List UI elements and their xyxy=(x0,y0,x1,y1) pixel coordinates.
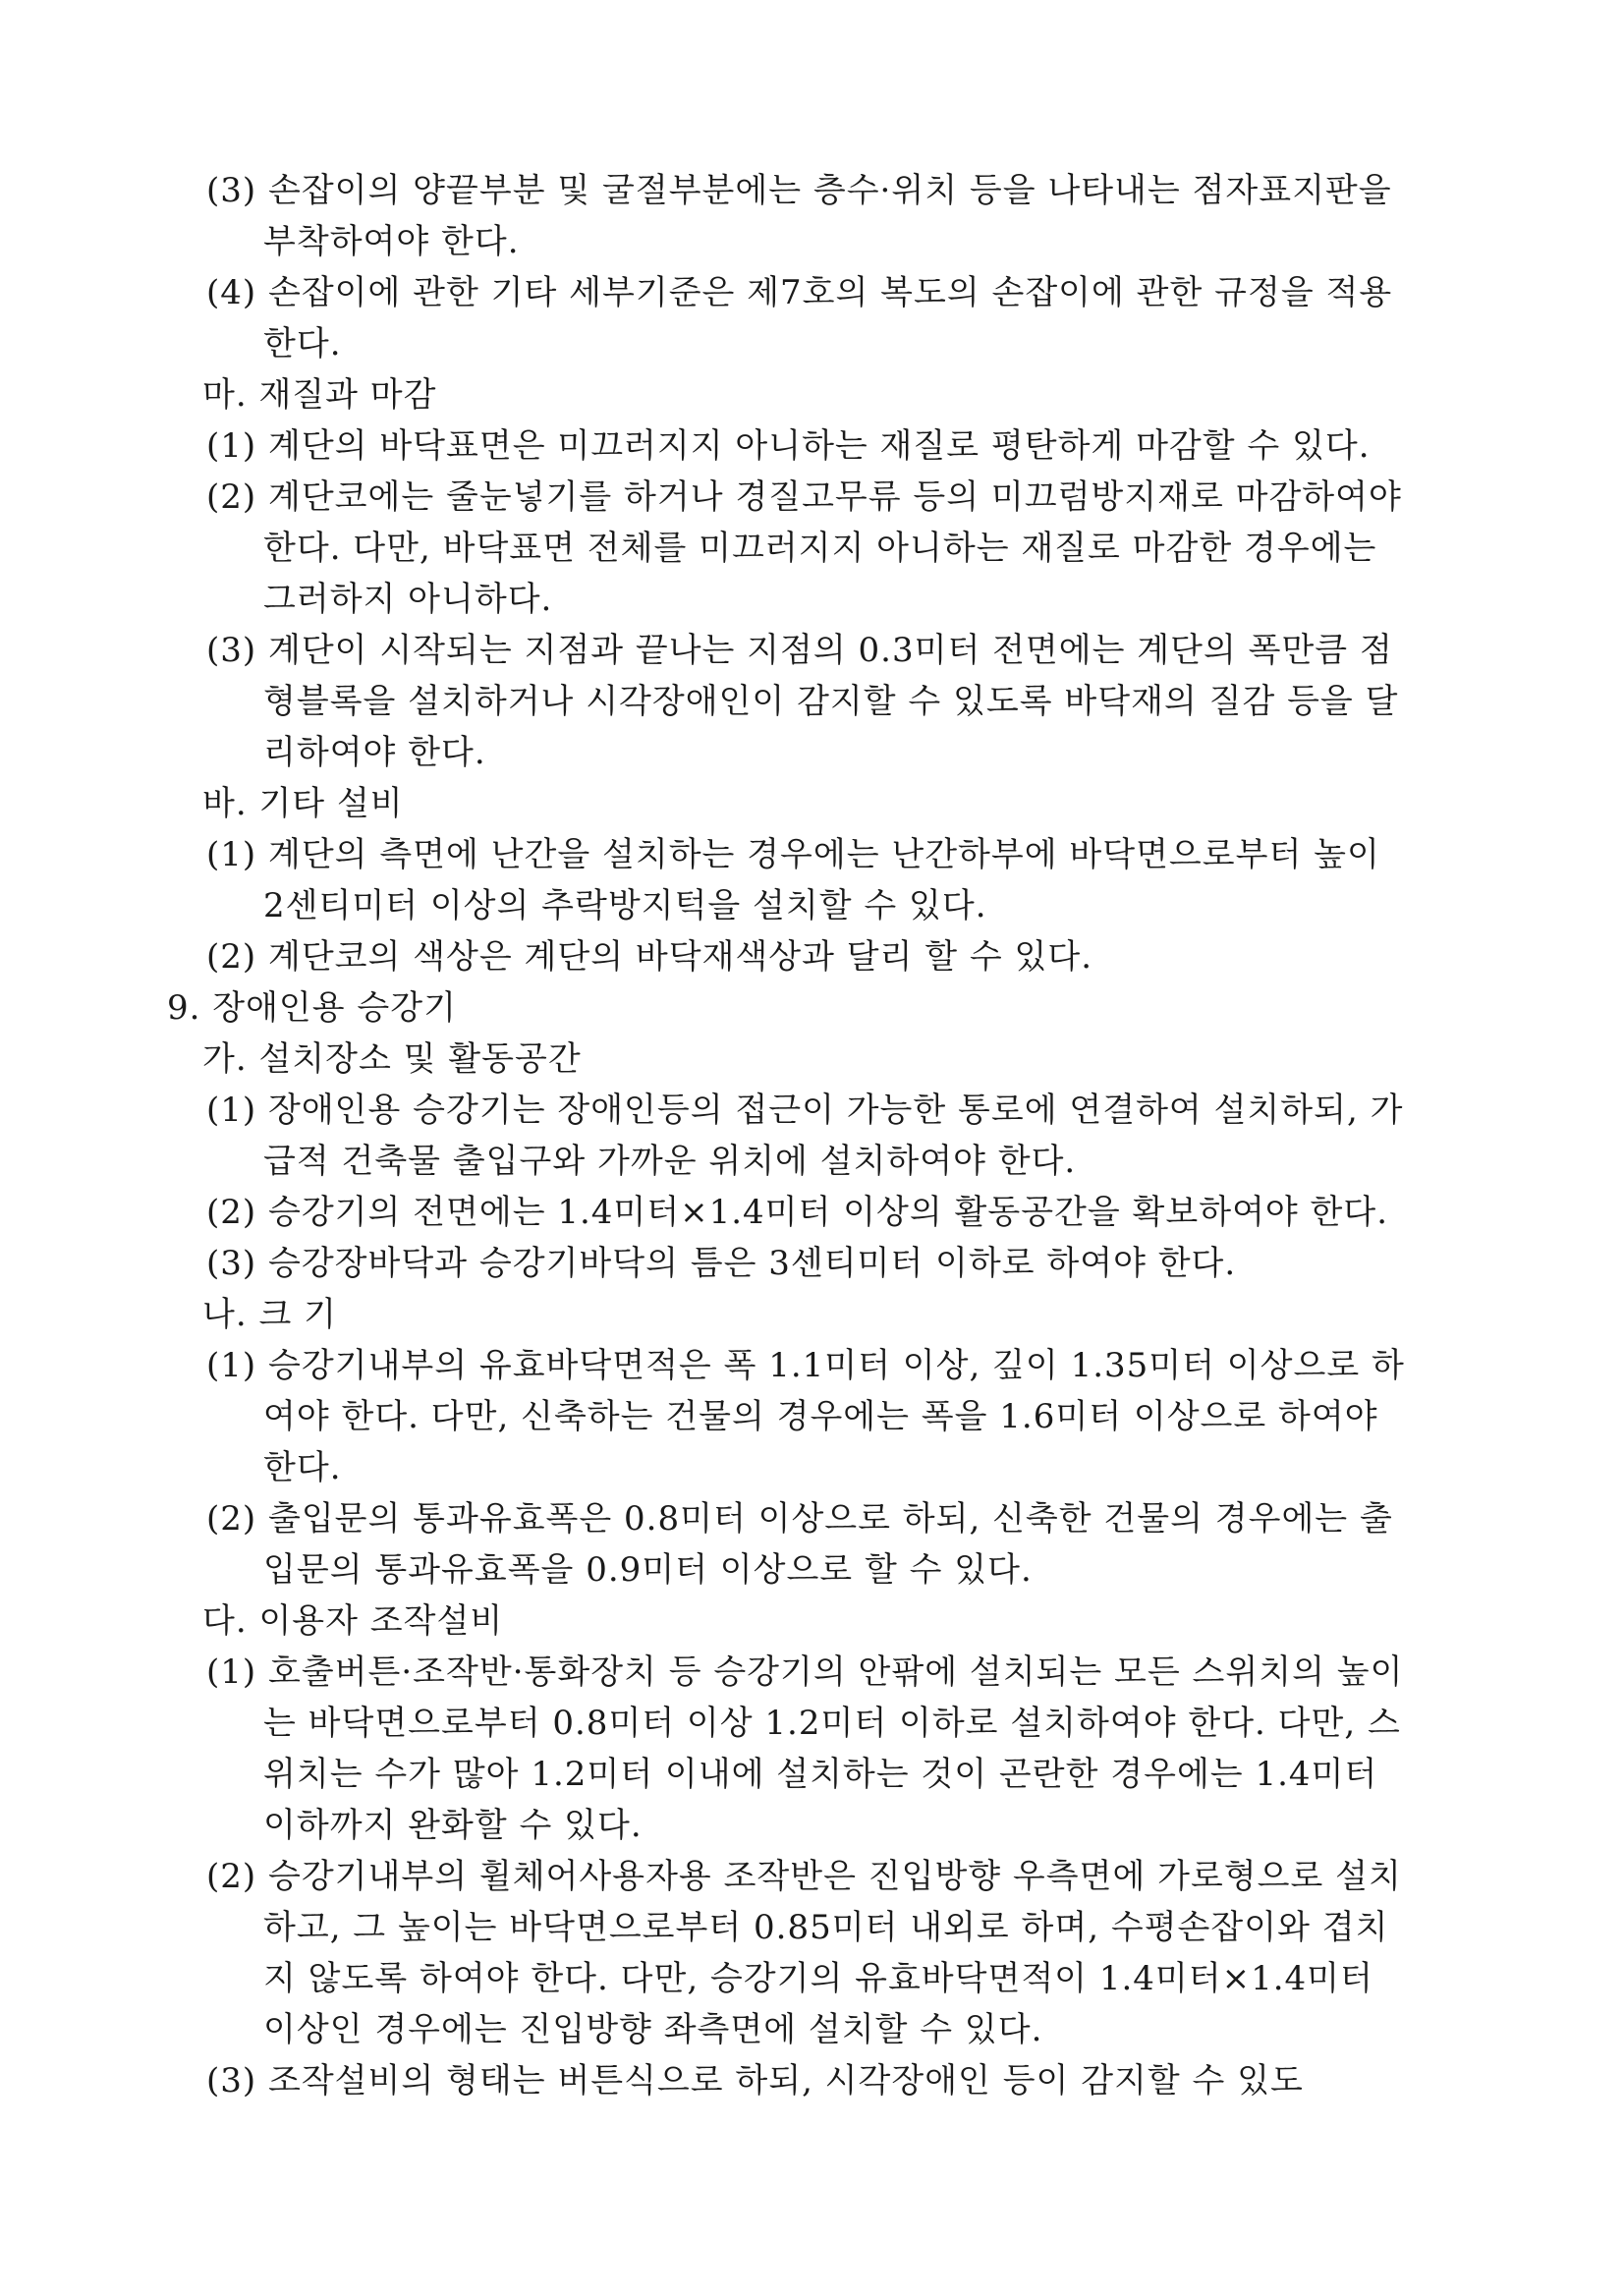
item-text: 승강기내부의 유효바닥면적은 폭 1.1미터 이상, 깊이 1.35미터 이상으로 하여야 한다. 다만, 신축하는 건물의 경우에는 폭을 1.6미터 이상으로 하여야 한다. xyxy=(263,1346,1405,1487)
list-item xyxy=(167,1851,1405,2055)
list-item xyxy=(167,1493,1405,1596)
item-number: (3) xyxy=(206,631,257,670)
item-number: (2) xyxy=(206,477,257,517)
item-text: 손잡이에 관한 기타 세부기준은 제7호의 복도의 손잡이에 관한 규정을 적용한다. xyxy=(263,273,1393,364)
list-item xyxy=(167,829,1405,931)
list-item xyxy=(167,267,1405,369)
item-text: 조작설비의 형태는 버튼식으로 하되, 시각장애인 등이 감지할 수 있도 xyxy=(267,2061,1304,2100)
list-item xyxy=(167,1340,1405,1493)
item-text: 계단이 시작되는 지점과 끝나는 지점의 0.3미터 전면에는 계단의 폭만큼 점형블록을 설치하거나 시각장애인이 감지할 수 있도록 바닥재의 질감 등을 달리하여야 한다. xyxy=(263,631,1399,772)
list-item xyxy=(167,931,1405,982)
item-number: (1) xyxy=(206,1091,257,1130)
item-number: (1) xyxy=(206,1652,257,1692)
item-number: (3) xyxy=(206,171,257,210)
list-item xyxy=(167,625,1405,778)
list-item xyxy=(167,1647,1405,1851)
item-text: 계단의 측면에 난간을 설치하는 경우에는 난간하부에 바닥면으로부터 높이 2센티미터 이상의 추락방지턱을 설치할 수 있다. xyxy=(263,835,1380,925)
list-item xyxy=(167,420,1405,472)
list-item xyxy=(167,472,1405,625)
document-body xyxy=(167,165,1405,2106)
subsection-heading: 나. 크 기 xyxy=(202,1295,337,1334)
item-text: 승강기의 전면에는 1.4미터×1.4미터 이상의 활동공간을 확보하여야 한다. xyxy=(267,1193,1389,1232)
item-text: 출입문의 통과유효폭은 0.8미터 이상으로 하되, 신축한 건물의 경우에는 출입문의 통과유효폭을 0.9미터 이상으로 할 수 있다. xyxy=(263,1499,1393,1590)
list-item xyxy=(167,2055,1405,2106)
item-number: (2) xyxy=(206,1193,257,1232)
subsection-heading: 가. 설치장소 및 활동공간 xyxy=(202,1039,582,1079)
subsection-heading: 바. 기타 설비 xyxy=(202,784,404,823)
item-text: 승강장바닥과 승강기바닥의 틈은 3센티미터 이하로 하여야 한다. xyxy=(267,1244,1237,1283)
item-text: 승강기내부의 휠체어사용자용 조작반은 진입방향 우측면에 가로형으로 설치하고, 그 높이는 바닥면으로부터 0.85미터 내외로 하며, 수평손잡이와 겹치지 않도록 하여야 한다. 다만, 승강기의 유효바닥면적이 1.4미터×1.4미터 이상인 경우에는 진입방향 좌측면에 설치할 수 있다. xyxy=(263,1857,1402,2049)
item-number: (3) xyxy=(206,2061,257,2100)
item-text: 계단코에는 줄눈넣기를 하거나 경질고무류 등의 미끄럼방지재로 마감하여야 한다. 다만, 바닥표면 전체를 미끄러지지 아니하는 재질로 마감한 경우에는 그러하지 아니하다. xyxy=(263,477,1402,619)
item-number: (2) xyxy=(206,1499,257,1539)
item-text: 손잡이의 양끝부분 및 굴절부분에는 층수·위치 등을 나타내는 점자표지판을 부착하여야 한다. xyxy=(263,171,1392,261)
item-number: (1) xyxy=(206,426,257,466)
item-number: (1) xyxy=(206,1346,257,1385)
item-number: (2) xyxy=(206,1857,257,1896)
list-item xyxy=(167,1187,1405,1238)
subsection-heading: 마. 재질과 마감 xyxy=(202,375,437,415)
item-text: 호출버튼·조작반·통화장치 등 승강기의 안팎에 설치되는 모든 스위치의 높이는 바닥면으로부터 0.8미터 이상 1.2미터 이하로 설치하여야 한다. 다만, 스위치는 수가 많아 1.2미터 이내에 설치하는 것이 곤란한 경우에는 1.4미터 이하까지 완화할 수 있다. xyxy=(263,1652,1404,1845)
item-number: (2) xyxy=(206,937,257,977)
item-number: (3) xyxy=(206,1244,257,1283)
item-text: 계단의 바닥표면은 미끄러지지 아니하는 재질로 평탄하게 마감할 수 있다. xyxy=(267,426,1371,466)
item-number: (4) xyxy=(206,273,257,312)
list-item xyxy=(167,1085,1405,1187)
list-item xyxy=(167,165,1405,267)
item-number: (1) xyxy=(206,835,257,874)
item-text: 장애인용 승강기는 장애인등의 접근이 가능한 통로에 연결하여 설치하되, 가급적 건축물 출입구와 가까운 위치에 설치하여야 한다. xyxy=(263,1091,1404,1181)
item-text: 계단코의 색상은 계단의 바닥재색상과 달리 할 수 있다. xyxy=(267,937,1093,977)
subsection-heading: 다. 이용자 조작설비 xyxy=(202,1601,504,1641)
list-item xyxy=(167,1238,1405,1289)
section-heading: 9. 장애인용 승강기 xyxy=(167,988,457,1028)
